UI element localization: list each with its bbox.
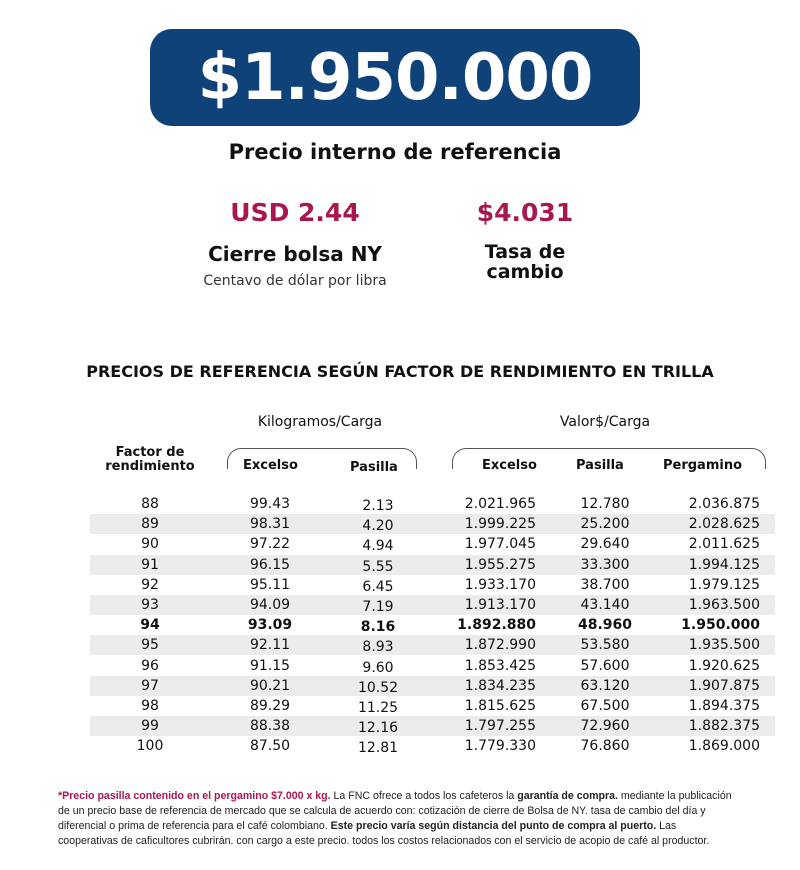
cell-value-pasilla: 25.200 [580, 516, 630, 533]
header-value-pergamino: Pergamino [663, 458, 743, 473]
cell-value-pergamino: 1.950.000 [681, 617, 760, 634]
cell-kg-excelso: 97.22 [249, 536, 291, 553]
cell-factor: 100 [136, 738, 164, 755]
cell-factor: 97 [141, 677, 159, 694]
ny-close-value: USD 2.44 [230, 198, 360, 227]
footnote-distance: Este precio varía según distancia del punto de compra al puerto. [330, 820, 657, 832]
cell-value-pasilla: 53.580 [580, 637, 630, 654]
table-row [90, 494, 775, 514]
cell-kg-excelso: 99.43 [249, 496, 291, 512]
header-value-pasilla: Pasilla [576, 458, 624, 473]
cell-value-pasilla: 38.700 [580, 576, 630, 593]
factor-header [95, 446, 205, 474]
ny-close-unit: Centavo de dólar por libra [203, 273, 387, 289]
footnote-guarantee: garantía de compra. [517, 790, 618, 802]
cell-value-pergamino: 1.869.000 [688, 738, 760, 755]
exchange-rate-label-line2: cambio [486, 261, 564, 283]
table-row [90, 595, 775, 615]
cell-factor: 98 [141, 698, 159, 714]
exchange-rate-label [440, 242, 610, 282]
cell-value-excelso: 1.955.275 [464, 556, 536, 573]
table-row [90, 615, 775, 635]
cell-kg-excelso: 98.31 [249, 516, 291, 533]
table-title: PRECIOS DE REFERENCIA SEGÚN FACTOR DE RENDIMIENTO EN TRILLA [86, 362, 714, 381]
cell-value-pasilla: 63.120 [580, 677, 630, 694]
exchange-rate-value: $4.031 [476, 198, 574, 227]
cell-kg-excelso: 90.21 [249, 677, 291, 694]
footnote-text-2: mediante la publicación de un precio base de referencia de mercado que se calcula de acuerdo con: cotización de cierre de Bolsa de NY. tasa de cambio del día y diferencial o prima de referencia para el café colombiano. [58, 790, 732, 832]
cell-kg-excelso: 92.11 [249, 637, 291, 654]
factor-header-line2: rendimiento [105, 459, 195, 474]
cell-value-pasilla: 48.960 [577, 617, 633, 634]
cell-value-pasilla: 12.780 [580, 496, 630, 512]
ny-close-label: Cierre bolsa NY [208, 242, 382, 266]
cell-value-excelso: 1.913.170 [464, 597, 536, 613]
group-header-value: Valor$/Carga [559, 414, 651, 430]
cell-kg-pasilla: 2.13 [362, 498, 394, 514]
cell-kg-pasilla: 8.16 [360, 619, 396, 636]
table-row [90, 575, 775, 595]
cell-value-pergamino: 1.935.500 [688, 637, 760, 654]
cell-kg-excelso: 96.15 [249, 556, 291, 573]
cell-kg-pasilla: 10.52 [357, 679, 399, 696]
group-header-kg: Kilogramos/Carga [257, 414, 383, 430]
cell-value-excelso: 1.933.170 [464, 576, 536, 593]
cell-kg-pasilla: 11.25 [357, 700, 399, 716]
table-row [90, 656, 775, 676]
internal-price-banner: $1.950.000 [150, 29, 640, 126]
cell-kg-excelso: 94.09 [249, 597, 291, 613]
table-row [90, 676, 775, 696]
cell-factor: 95 [141, 637, 159, 654]
cell-value-pasilla: 67.500 [580, 698, 630, 714]
cell-factor: 99 [141, 718, 159, 735]
cell-factor: 94 [140, 617, 160, 634]
cell-factor: 93 [141, 597, 159, 613]
cell-kg-pasilla: 12.16 [357, 720, 399, 737]
cell-kg-excelso: 89.29 [249, 698, 291, 714]
cell-factor: 89 [141, 516, 159, 533]
cell-value-excelso: 1.999.225 [464, 516, 536, 533]
cell-value-excelso: 1.977.045 [464, 536, 536, 553]
footnote-pasilla: *Precio pasilla contenido en el pergamino $7.000 x kg. [58, 790, 331, 802]
table-row [90, 736, 775, 756]
table-row [90, 696, 775, 716]
cell-value-pergamino: 1.894.375 [688, 698, 760, 714]
cell-value-excelso: 1.853.425 [464, 657, 536, 674]
cell-kg-pasilla: 6.45 [362, 578, 394, 595]
exchange-rate-label-line1: Tasa de [484, 241, 566, 263]
cell-factor: 91 [141, 556, 159, 573]
cell-value-pergamino: 2.011.625 [688, 536, 760, 553]
cell-kg-excelso: 95.11 [249, 576, 291, 593]
cell-kg-excelso: 93.09 [247, 617, 293, 634]
header-value-excelso: Excelso [482, 458, 537, 473]
footnote-text-3: Las cooperativas de caficultores cubrirán. con cargo a este precio. todos los costos relacionados con el servicio de acopio de café al productor. [58, 820, 710, 847]
table-row [90, 514, 775, 534]
cell-value-excelso: 1.797.255 [464, 718, 536, 735]
cell-value-pasilla: 72.960 [580, 718, 630, 735]
cell-value-pasilla: 76.860 [580, 738, 630, 755]
cell-kg-pasilla: 12.81 [357, 740, 399, 757]
table-row [90, 716, 775, 736]
cell-kg-pasilla: 7.19 [362, 599, 394, 615]
cell-factor: 96 [141, 657, 159, 674]
header-kg-excelso: Excelso [243, 458, 298, 473]
cell-kg-pasilla: 8.93 [362, 639, 394, 656]
price-label: Precio interno de referencia [228, 140, 562, 164]
cell-value-excelso: 1.779.330 [464, 738, 536, 755]
cell-kg-excelso: 88.38 [249, 718, 291, 735]
cell-kg-pasilla: 4.94 [362, 538, 394, 555]
table-row [90, 635, 775, 655]
table-row [90, 555, 775, 575]
cell-kg-pasilla: 4.20 [362, 518, 394, 535]
cell-kg-pasilla: 5.55 [362, 558, 394, 575]
cell-value-excelso: 1.815.625 [464, 698, 536, 714]
cell-value-pergamino: 1.920.625 [688, 657, 760, 674]
cell-value-excelso: 1.834.235 [464, 677, 536, 694]
cell-value-pergamino: 1.963.500 [688, 597, 760, 613]
cell-kg-excelso: 87.50 [249, 738, 291, 755]
cell-value-pasilla: 43.140 [580, 597, 630, 613]
cell-kg-excelso: 91.15 [249, 657, 291, 674]
header-kg-pasilla: Pasilla [350, 460, 398, 475]
cell-factor: 90 [141, 536, 159, 553]
cell-kg-pasilla: 9.60 [362, 659, 394, 676]
cell-value-pergamino: 1.994.125 [688, 556, 760, 573]
cell-value-pergamino: 2.036.875 [688, 496, 760, 512]
cell-value-pergamino: 1.882.375 [688, 718, 760, 735]
cell-value-excelso: 1.872.990 [464, 637, 536, 654]
cell-value-excelso: 1.892.880 [457, 617, 536, 634]
cell-value-pasilla: 29.640 [580, 536, 630, 553]
cell-value-excelso: 2.021.965 [464, 496, 536, 512]
cell-value-pergamino: 2.028.625 [688, 516, 760, 533]
cell-factor: 92 [141, 576, 159, 593]
footnote-text-1: La FNC ofrece a todos los cafeteros la [330, 790, 518, 802]
footnote [58, 789, 738, 849]
cell-value-pasilla: 33.300 [580, 556, 630, 573]
cell-factor: 88 [141, 496, 159, 512]
cell-value-pasilla: 57.600 [580, 657, 630, 674]
cell-value-pergamino: 1.907.875 [688, 677, 760, 694]
table-row [90, 534, 775, 554]
factor-header-line1: Factor de [115, 445, 185, 460]
cell-value-pergamino: 1.979.125 [688, 576, 760, 593]
